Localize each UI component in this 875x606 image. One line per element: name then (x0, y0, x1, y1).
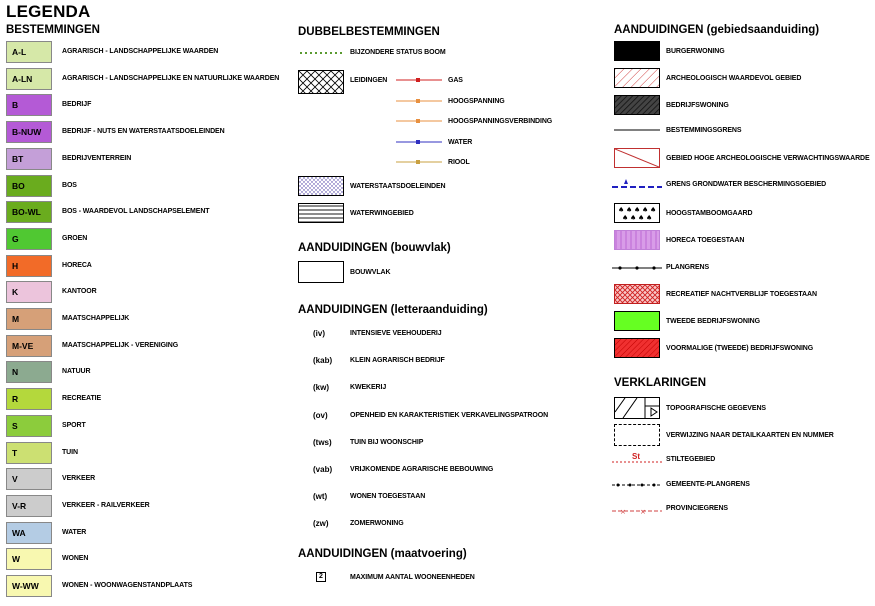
leiding-label: RIOOL (448, 159, 470, 166)
bestemming-swatch: BO-WL (6, 201, 52, 223)
bestemming-swatch: K (6, 281, 52, 303)
bestemming-label: MAATSCHAPPELIJK - VERENIGING (62, 341, 179, 349)
svg-text:♠: ♠ (650, 206, 657, 214)
bestemming-swatch: V (6, 468, 52, 490)
bestemming-swatch: A-L (6, 41, 52, 63)
gebied-label: RECREATIEF NACHTVERBLIJF TOEGESTAAN (666, 291, 817, 298)
letter-label: ZOMERWONING (350, 520, 404, 528)
verklaring-label: VERWIJZING NAAR DETAILKAARTEN EN NUMMER (666, 432, 834, 439)
letter-code: (ov) (313, 410, 328, 420)
bestemming-label: GROEN (62, 234, 88, 242)
bestemming-swatch: H (6, 255, 52, 277)
letter-label: TUIN BIJ WOONSCHIP (350, 438, 424, 446)
verwijzing-detailkaarten-symbol (614, 424, 660, 446)
waterstaatsdoeleinden-symbol (298, 176, 344, 196)
leidingen-symbol (298, 70, 344, 94)
letter-code: (vab) (313, 465, 333, 474)
bestemming-label: VERKEER - RAILVERKEER (62, 501, 150, 509)
waterwingebied-label: WATERWINGEBIED (350, 210, 414, 217)
bestemming-label: AGRARISCH - LANDSCHAPPELIJKE WAARDEN (62, 48, 219, 55)
leiding-line-symbol (396, 116, 442, 126)
bouwvlak-heading: AANDUIDINGEN (bouwvlak) (298, 242, 451, 254)
recreatief-nachtverblijf-symbol (614, 284, 660, 304)
bestemming-label: TUIN (62, 448, 78, 456)
maatvoering-symbol: 2 (316, 572, 326, 582)
bestemming-swatch: BO (6, 175, 52, 197)
letter-label: KWEKERIJ (350, 384, 387, 392)
topografische-gegevens-symbol (614, 397, 660, 419)
bestemming-label: BEDRIJVENTERREIN (62, 154, 132, 162)
bestemming-label: WATER (62, 528, 87, 536)
leiding-label: HOOGSPANNINGSVERBINDING (448, 118, 553, 125)
gebied-label: HORECA TOEGESTAAN (666, 237, 745, 244)
horeca-toegestaan-symbol (614, 230, 660, 250)
gebiedsaanduiding-heading: AANDUIDINGEN (gebiedsaanduiding) (614, 24, 820, 36)
gebied-label: GRENS GRONDWATER BESCHERMINGSGEBIED (666, 181, 827, 188)
leiding-line-symbol (396, 137, 442, 147)
maatvoering-label: MAXIMUM AANTAL WOONEENHEDEN (350, 574, 475, 581)
bestemming-label: BOS (62, 181, 77, 189)
hoogstamboomgaard-symbol (614, 203, 660, 223)
bijzondere-status-boom-symbol (298, 46, 344, 60)
burgerwoning-symbol (614, 41, 660, 61)
svg-text:♠: ♠ (626, 206, 633, 214)
bestemming-label: SPORT (62, 421, 86, 429)
letter-code: (kw) (313, 383, 329, 393)
bestemming-label: VERKEER (62, 475, 96, 483)
bouwvlak-label: BOUWVLAK (350, 269, 391, 276)
voormalige-bedrijfswoning-symbol (614, 338, 660, 358)
bestemming-label: WONEN - WOONWAGENSTANDPLAATS (62, 582, 193, 589)
letter-label: VRIJKOMENDE AGRARISCHE BEBOUWING (350, 466, 494, 473)
bestemming-label: BEDRIJF - NUTS EN WATERSTAATSDOELEINDEN (62, 128, 225, 136)
verklaring-label: PROVINCIEGRENS (666, 505, 729, 512)
leiding-line-symbol (396, 157, 442, 167)
bestemming-swatch: N (6, 361, 52, 383)
bestemming-label: NATUUR (62, 368, 91, 376)
bestemming-swatch: W-WW (6, 575, 52, 597)
gebied-label: HOOGSTAMBOOMGAARD (666, 210, 753, 217)
svg-text:×: × (640, 508, 646, 515)
verklaring-label: STILTEGEBIED (666, 456, 716, 463)
svg-text:♠: ♠ (634, 206, 641, 214)
letter-code: (wt) (313, 492, 328, 502)
svg-text:♠: ♠ (642, 206, 649, 214)
leiding-label: WATER (448, 138, 473, 146)
bestemming-swatch: B-NUW (6, 121, 52, 143)
bestemming-swatch: V-R (6, 495, 52, 517)
bestemming-swatch: M-VE (6, 335, 52, 357)
letter-label: OPENHEID EN KARAKTERISTIEK VERKAVELINGSPATROON (350, 411, 549, 419)
gebied-label: GEBIED HOGE ARCHEOLOGISCHE VERWACHTINGSWAARDE (666, 155, 870, 162)
bestemming-swatch: M (6, 308, 52, 330)
bijzondere-status-boom-label: BIJZONDERE STATUS BOOM (350, 49, 446, 56)
bestemming-label: KANTOOR (62, 288, 97, 296)
bestemmingen-heading: BESTEMMINGEN (6, 24, 100, 36)
leiding-label: HOOGSPANNING (448, 97, 505, 105)
plangrens-symbol (612, 264, 662, 272)
bestemming-label: BEDRIJF (62, 101, 92, 109)
gebied-label: VOORMALIGE (TWEEDE) BEDRIJFSWONING (666, 345, 814, 352)
gebied-label: BEDRIJFSWONING (666, 102, 729, 109)
bestemming-swatch: BT (6, 148, 52, 170)
bestemming-swatch: B (6, 94, 52, 116)
letter-label: KLEIN AGRARISCH BEDRIJF (350, 357, 445, 365)
bestemming-label: HORECA (62, 261, 92, 269)
bestemming-label: AGRARISCH - LANDSCHAPPELIJKE EN NATUURLIJKE WAARDEN (62, 74, 280, 82)
bestemming-label: BOS - WAARDEVOL LANDSCHAPSELEMENT (62, 208, 210, 216)
bestemming-swatch: G (6, 228, 52, 250)
dubbelbestemmingen-heading: DUBBELBESTEMMINGEN (298, 26, 440, 38)
verklaring-label: TOPOGRAFISCHE GEGEVENS (666, 405, 766, 412)
hoge-archeologische-verwachting-symbol (614, 148, 660, 168)
svg-text:×: × (620, 508, 626, 515)
provinciegrens-symbol (612, 507, 662, 515)
grondwater-grens-symbol (612, 177, 662, 191)
verklaringen-heading: VERKLARINGEN (614, 377, 707, 389)
archeologisch-waardevol-symbol (614, 68, 660, 88)
svg-text:♠: ♠ (618, 206, 625, 214)
gebied-label: BURGERWONING (666, 48, 725, 55)
letter-code: (tws) (313, 437, 332, 447)
gebied-label: BESTEMMINGSGRENS (666, 127, 742, 134)
bestemming-swatch: R (6, 388, 52, 410)
letter-code: (kab) (313, 356, 333, 366)
verklaring-label: GEMEENTE-PLANGRENS (666, 481, 750, 488)
bestemming-swatch: S (6, 415, 52, 437)
leiding-line-symbol (396, 96, 442, 106)
bedrijfswoning-symbol (614, 95, 660, 115)
bestemming-swatch: WA (6, 522, 52, 544)
gebied-label: TWEEDE BEDRIJFSWONING (666, 318, 760, 325)
gemeente-plangrens-symbol (612, 481, 662, 489)
bestemmingsgrens-symbol (614, 127, 660, 133)
svg-text:♠: ♠ (630, 214, 637, 222)
letter-code: (zw) (313, 519, 329, 529)
maatvoering-heading: AANDUIDINGEN (maatvoering) (298, 548, 467, 560)
legend-title: LEGENDA (6, 2, 91, 21)
leidingen-label: LEIDINGEN (350, 77, 388, 84)
bestemming-swatch: W (6, 548, 52, 570)
stiltegebied-symbol (612, 451, 662, 467)
leiding-label: GAS (448, 77, 463, 84)
svg-text:♠: ♠ (638, 214, 645, 222)
waterwingebied-symbol (298, 203, 344, 223)
waterstaatsdoeleinden-label: WATERSTAATSDOELEINDEN (350, 183, 446, 190)
bestemming-label: WONEN (62, 555, 89, 563)
bestemming-swatch: T (6, 442, 52, 464)
svg-text:♠: ♠ (646, 214, 653, 222)
letter-code: (iv) (313, 329, 325, 338)
gebied-label: PLANGRENS (666, 264, 710, 271)
bouwvlak-symbol (298, 261, 344, 283)
leiding-line-symbol (396, 75, 442, 85)
letter-label: WONEN TOEGESTAAN (350, 493, 426, 501)
tweede-bedrijfswoning-symbol (614, 311, 660, 331)
bestemming-label: RECREATIE (62, 395, 102, 403)
svg-text:♠: ♠ (622, 214, 629, 222)
letteraanduiding-heading: AANDUIDINGEN (letteraanduiding) (298, 304, 488, 316)
bestemming-label: MAATSCHAPPELIJK (62, 315, 130, 322)
bestemming-swatch: A-LN (6, 68, 52, 90)
letter-label: INTENSIEVE VEEHOUDERIJ (350, 330, 442, 337)
stilte-symbol-text: St (632, 452, 640, 461)
gebied-label: ARCHEOLOGISCH WAARDEVOL GEBIED (666, 75, 802, 82)
